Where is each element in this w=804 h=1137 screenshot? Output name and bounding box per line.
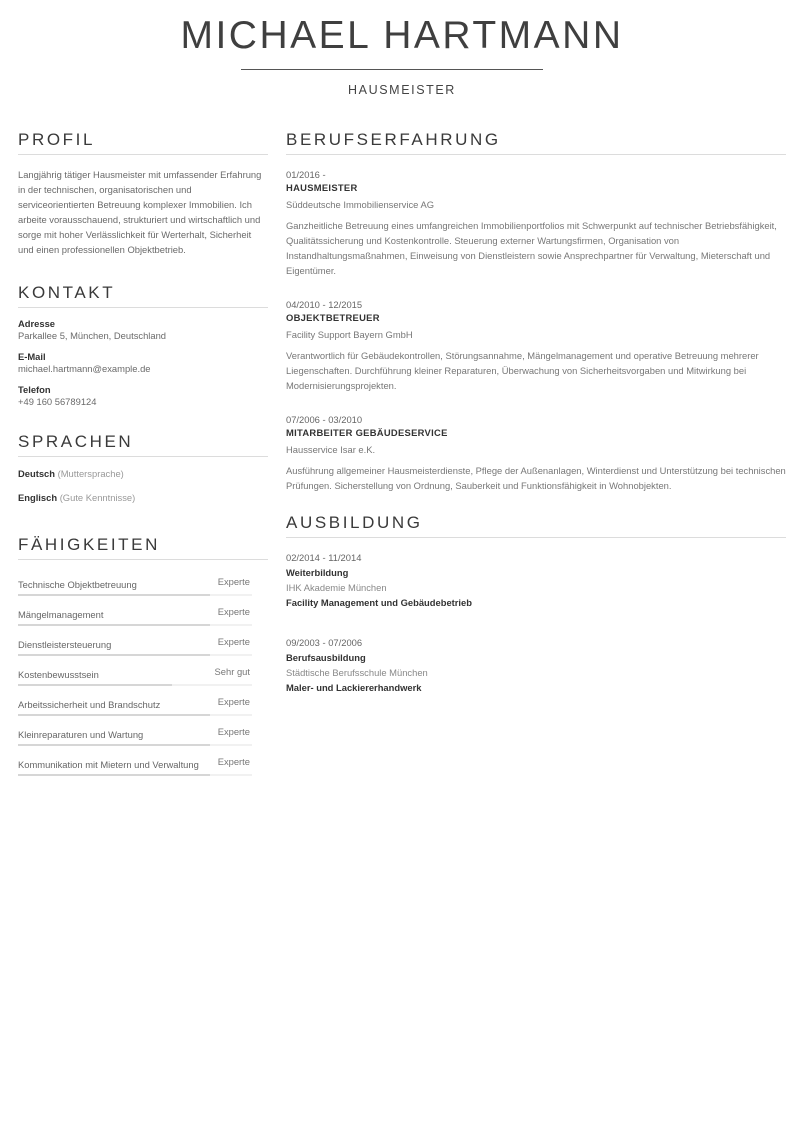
job-description: Ganzheitliche Betreuung eines umfangreichen Immobilienportfolios mit Schwerpunkt auf technischer Betriebsfähigkeit, Qualitätssicherung und Kostenkontrolle. Steuerung externer Wartungsfirmen, Organisation von Instandhaltungsmaßnahmen, Einweisung von Dienstleistern sowie Ansprechpartner für Verwaltung, Mieterschaft und Eigentümer. (286, 220, 777, 276)
skill-name: Technische Objektbetreuung (18, 579, 137, 590)
job-date: 04/2010 - 12/2015 (286, 299, 363, 310)
skills-section (18, 535, 268, 776)
language-level: (Gute Kenntnisse) (59, 492, 136, 503)
skill-level: Experte (217, 726, 250, 737)
job-title: MITARBEITER GEBÄUDESERVICE (286, 427, 448, 438)
name-divider (241, 69, 543, 70)
job-entry (286, 168, 786, 278)
contact-value: Parkallee 5, München, Deutschland (18, 330, 167, 341)
contact-value[interactable]: michael.hartmann@example.de (18, 363, 151, 374)
education-school: IHK Akademie München (286, 582, 387, 593)
skill-bar-track (18, 774, 252, 776)
experience-section (286, 130, 786, 493)
skill-name: Kostenbewusstsein (18, 669, 99, 680)
education-date: 09/2003 - 07/2006 (286, 637, 363, 648)
contact-label: Telefon (18, 384, 51, 395)
skill-level: Experte (217, 636, 250, 647)
skills-heading: FÄHIGKEITEN (18, 535, 268, 560)
job-title: HAUSMEISTER (348, 83, 456, 97)
contact-value: +49 160 56789124 (18, 396, 97, 407)
skill-row (18, 716, 268, 746)
skill-level: Experte (217, 696, 250, 707)
education-school: Städtische Berufsschule München (286, 667, 428, 678)
education-entry (286, 550, 786, 610)
skills-list (18, 566, 268, 776)
job-description: Ausführung allgemeiner Hausmeisterdienste, Pflege der Außenanlagen, Winterdienst und Unterstützung bei technischen Prüfungen. Sicherstellung von Ordnung, Sauberkeit und Funktionsfähigkeit in Wohnobjekten. (286, 465, 786, 491)
job-company: Hausservice Isar e.K. (286, 444, 376, 455)
contact-section (18, 283, 268, 408)
language-item (18, 491, 268, 505)
contact-list (18, 318, 268, 408)
experience-heading: BERUFSERFAHRUNG (286, 130, 786, 155)
education-section (286, 513, 786, 695)
skill-row (18, 746, 268, 776)
job-date: 07/2006 - 03/2010 (286, 414, 363, 425)
education-heading: AUSBILDUNG (286, 513, 786, 538)
profile-text: Langjährig tätiger Hausmeister mit umfassender Erfahrung in der technischen, organisatorischen und serviceorientierten Betreuung komplexer Immobilien. Ich arbeite vorausschauend, strukturiert und wirtschaftlich und sorge mit hoher Verlässlichkeit für Werterhalt, Sicherheit und einen professionellen Objektbetrieb. (18, 169, 262, 255)
skill-name: Mängelmanagement (18, 609, 104, 620)
skill-row (18, 656, 268, 686)
education-title: Weiterbildung (286, 567, 349, 578)
profile-heading: PROFIL (18, 130, 268, 155)
contact-label: E-Mail (18, 351, 46, 362)
job-description: Verantwortlich für Gebäudekontrollen, Störungsannahme, Mängelmanagement und operative Betreuung mehrerer Liegenschaften. Durchführung kleiner Reparaturen, Überwachung von Sicherheitsvorgaben und Mitwirkung bei Modernisierungsprojekten. (286, 350, 759, 391)
job-entry (286, 413, 786, 493)
skill-name: Kleinreparaturen und Wartung (18, 729, 144, 740)
skill-level: Sehr gut (214, 666, 250, 677)
language-name: Deutsch (18, 468, 55, 479)
skill-level: Experte (217, 606, 250, 617)
contact-label: Adresse (18, 318, 56, 329)
skill-level: Experte (217, 756, 250, 767)
language-item (18, 467, 268, 481)
job-company: Facility Support Bayern GmbH (286, 329, 413, 340)
contact-phone (18, 384, 268, 408)
contact-address (18, 318, 268, 342)
left-column (18, 130, 268, 776)
skill-bar-fill (18, 774, 210, 776)
skill-row (18, 626, 268, 656)
skill-row (18, 686, 268, 716)
education-field: Maler- und Lackiererhandwerk (286, 682, 422, 693)
education-title: Berufsausbildung (286, 652, 366, 663)
education-field: Facility Management und Gebäudebetrieb (286, 597, 472, 608)
skill-level: Experte (217, 576, 250, 587)
education-date: 02/2014 - 11/2014 (286, 552, 362, 563)
job-title: OBJEKTBETREUER (286, 312, 380, 323)
job-date: 01/2016 - (286, 169, 326, 180)
skill-name: Dienstleistersteuerung (18, 639, 112, 650)
education-entry (286, 635, 786, 695)
language-name: Englisch (18, 492, 58, 503)
contact-email (18, 351, 268, 375)
languages-section (18, 432, 268, 505)
language-level: (Muttersprache) (57, 468, 124, 479)
profile-section (18, 130, 268, 257)
job-entry (286, 298, 786, 393)
skill-name: Kommunikation mit Mietern und Verwaltung (18, 759, 199, 770)
contact-heading: KONTAKT (18, 283, 268, 308)
skill-row (18, 596, 268, 626)
right-column (286, 130, 786, 720)
skill-row (18, 566, 268, 596)
job-company: Süddeutsche Immobilienservice AG (286, 199, 434, 210)
job-title: HAUSMEISTER (286, 182, 358, 193)
resume-name: MICHAEL HARTMANN (180, 14, 624, 57)
languages-heading: SPRACHEN (18, 432, 268, 457)
skill-name: Arbeitssicherheit und Brandschutz (18, 699, 161, 710)
